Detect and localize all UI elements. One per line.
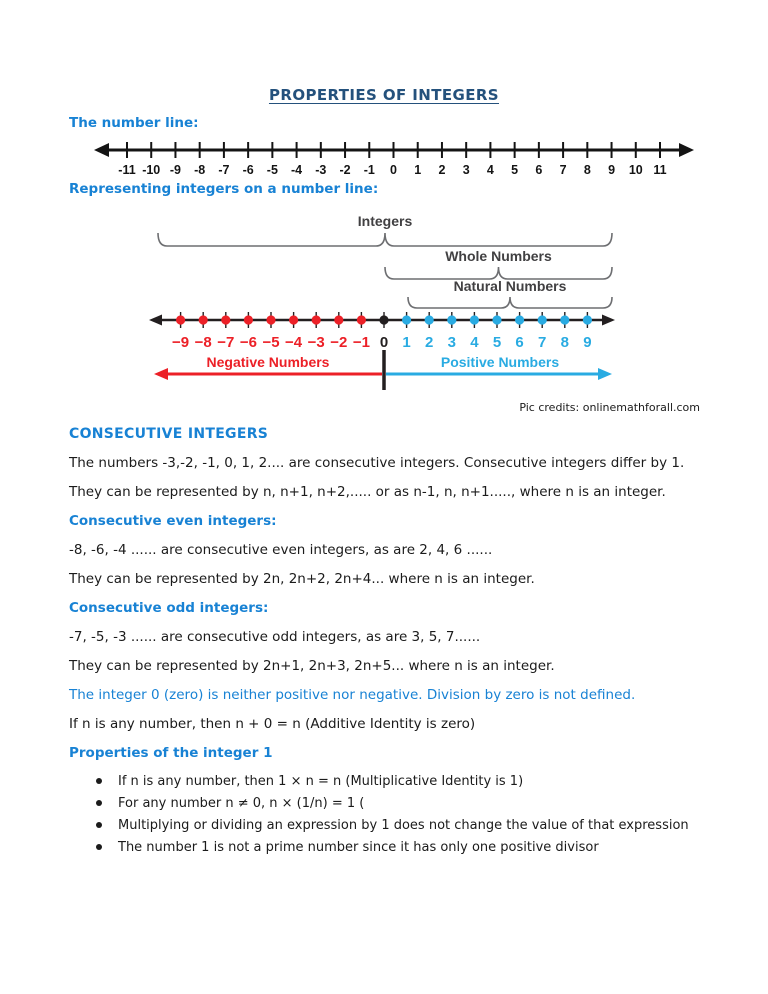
tick-label: -1 — [363, 163, 375, 177]
integer-dot — [266, 315, 275, 324]
integer-classification-figure — [146, 206, 618, 396]
natural-numbers-brace — [408, 297, 612, 308]
paragraph: They can be represented by 2n, 2n+2, 2n+4... where n is an integer. — [69, 571, 535, 587]
tick-label: 10 — [628, 163, 643, 177]
integer-value-label: 6 — [515, 334, 524, 351]
integer-value-label: −8 — [194, 334, 212, 351]
whole-numbers-brace-label: Whole Numbers — [445, 248, 552, 264]
integer-dot — [583, 315, 592, 324]
integer-value-label: 0 — [379, 334, 389, 351]
integer-value-label: 1 — [402, 334, 411, 351]
paragraph: If n is any number, then n + 0 = n (Additive Identity is zero) — [69, 716, 476, 732]
integer-value-label: −7 — [217, 334, 235, 351]
tick-label: 9 — [608, 163, 616, 177]
tick-label: -11 — [118, 163, 136, 177]
integer-value-label: 3 — [447, 334, 456, 351]
tick-label: 3 — [462, 163, 470, 177]
natural-numbers-brace-label: Natural Numbers — [453, 278, 567, 294]
document-body — [69, 426, 729, 862]
tick-label: 4 — [486, 163, 494, 177]
integer-dot — [447, 315, 456, 324]
page-title-text: PROPERTIES OF INTEGERS — [268, 86, 500, 104]
representing-integers-label: Representing integers on a number line: — [69, 181, 379, 197]
integer-dot — [334, 315, 343, 324]
tick-label: 8 — [583, 163, 591, 177]
bullet-icon — [96, 800, 102, 806]
integers-brace — [158, 233, 612, 246]
integer-dot — [357, 315, 366, 324]
bullet-item — [69, 840, 729, 855]
section-heading: Properties of the integer 1 — [69, 745, 273, 761]
negative-numbers-label: Negative Numbers — [206, 354, 330, 370]
paragraph: They can be represented by 2n+1, 2n+3, 2n+5... where n is an integer. — [69, 658, 555, 674]
paragraph: They can be represented by n, n+1, n+2,..... or as n-1, n, n+1....., where n is an integer. — [69, 484, 666, 500]
section-heading: CONSECUTIVE INTEGERS — [69, 426, 269, 442]
tick-label: 0 — [390, 163, 397, 177]
integer-dot — [176, 315, 185, 324]
integer-value-label: −3 — [307, 334, 325, 351]
tick-label: -2 — [339, 163, 351, 177]
paragraph: -7, -5, -3 ...... are consecutive odd integers, as are 3, 5, 7...... — [69, 629, 481, 645]
bullet-text: Multiplying or dividing an expression by 1 does not change the value of that expression — [118, 818, 689, 833]
integer-value-label: 7 — [538, 334, 547, 351]
positive-arrow-icon — [598, 368, 612, 380]
bullet-icon — [96, 778, 102, 784]
integer-dot — [515, 315, 524, 324]
tick-label: 6 — [535, 163, 543, 177]
tick-label: 5 — [511, 163, 519, 177]
bullet-text: For any number n ≠ 0, n × (1/n) = 1 ( — [118, 796, 365, 811]
integer-value-label: −5 — [262, 334, 280, 351]
integer-dot — [199, 315, 208, 324]
bullet-item — [69, 818, 729, 833]
tick-label: 1 — [414, 163, 422, 177]
note-text: The integer 0 (zero) is neither positive nor negative. Division by zero is not defined. — [69, 687, 636, 703]
tick-label: -9 — [169, 163, 182, 177]
pic-credit: Pic credits: onlinemathforall.com — [519, 401, 700, 414]
tick-label: -5 — [266, 163, 278, 177]
integer-dot — [244, 315, 253, 324]
bullet-text: The number 1 is not a prime number since it has only one positive divisor — [118, 840, 599, 855]
number-line-label: The number line: — [69, 115, 199, 131]
integer-value-label: 2 — [425, 334, 434, 351]
tick-label: -3 — [315, 163, 327, 177]
negative-arrow-icon — [154, 368, 168, 380]
integer-dot — [379, 315, 388, 324]
page-title — [0, 86, 768, 104]
axis-left-arrow-icon — [149, 315, 162, 326]
integer-dot — [538, 315, 547, 324]
bullet-item — [69, 796, 729, 811]
left-arrow-icon — [94, 143, 109, 157]
bullet-icon — [96, 822, 102, 828]
section-heading: Consecutive odd integers: — [69, 600, 269, 616]
tick-label: 2 — [438, 163, 446, 177]
integer-dot — [221, 315, 230, 324]
integer-value-label: −6 — [239, 334, 257, 351]
bullet-list — [69, 774, 729, 855]
number-line-figure — [92, 134, 696, 180]
axis-right-arrow-icon — [602, 315, 615, 326]
tick-label: 7 — [559, 163, 567, 177]
integer-value-label: 4 — [470, 334, 479, 351]
integer-value-label: 5 — [492, 334, 502, 351]
paragraph: The numbers -3,-2, -1, 0, 1, 2.... are consecutive integers. Consecutive integers differ by 1. — [69, 455, 685, 471]
bullet-text: If n is any number, then 1 × n = n (Multiplicative Identity is 1) — [118, 774, 524, 789]
tick-label: -7 — [218, 163, 230, 177]
integer-dot — [289, 315, 298, 324]
tick-label: -10 — [142, 163, 161, 177]
integer-value-label: −2 — [330, 334, 348, 351]
integer-value-label: −9 — [172, 334, 190, 351]
integer-dot — [470, 315, 479, 324]
integer-dot — [492, 315, 501, 324]
integer-dot — [312, 315, 321, 324]
integer-value-label: −4 — [285, 334, 303, 351]
tick-label: -8 — [194, 163, 206, 177]
integer-dot — [402, 315, 411, 324]
bullet-item — [69, 774, 729, 789]
tick-label: -4 — [291, 163, 303, 177]
right-arrow-icon — [679, 143, 694, 157]
section-heading: Consecutive even integers: — [69, 513, 277, 529]
integer-value-label: −1 — [352, 334, 370, 351]
integer-value-label: 9 — [583, 334, 592, 351]
bullet-icon — [96, 844, 102, 850]
tick-label: 11 — [653, 163, 667, 177]
integer-value-label: 8 — [560, 334, 569, 351]
positive-numbers-label: Positive Numbers — [440, 354, 560, 370]
tick-label: -6 — [242, 163, 254, 177]
integer-dot — [560, 315, 569, 324]
paragraph: -8, -6, -4 ...... are consecutive even integers, as are 2, 4, 6 ...... — [69, 542, 493, 558]
integer-dot — [425, 315, 434, 324]
integers-brace-label: Integers — [357, 213, 413, 229]
